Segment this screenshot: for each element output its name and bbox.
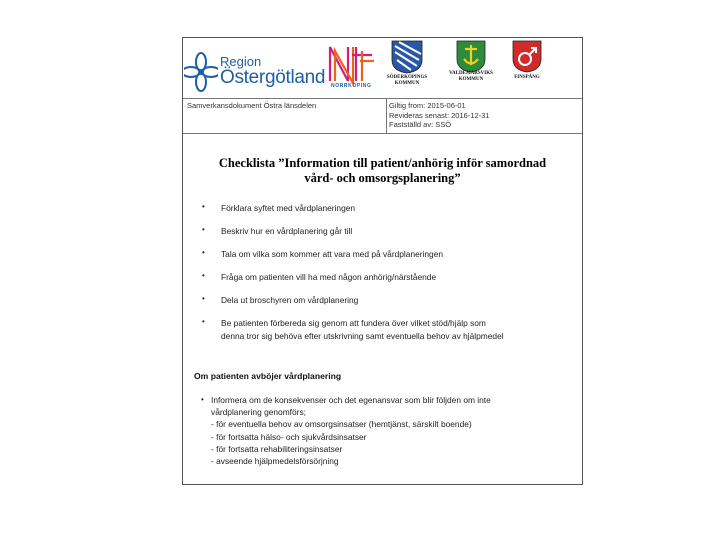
approved-by: Fastställd av: SSÖ xyxy=(389,120,452,129)
finspang-label: FINSPÅNG xyxy=(514,75,540,80)
region-logo-line1: Region xyxy=(220,54,262,69)
bullet-icon: • xyxy=(202,202,205,211)
document-page: Region Östergötland NORRKÖPING SÖDERKÖPINGS KOMMUN VALDEMARSVIKS KOMMUN FINSPÅNG Samverkansdokument Östra länsdelen Giltig from: 2015-06-01 Revideras senast: 2016-12-31 Fastställd av: SSÖ Checklista ”Information till patient/anhörig inför samordnad vård- och omsorgsplanering” • Förklara syftet med vårdplaneringen • Beskriv hur en vårdplanering går till • Tala om vilka som kommer att vara med på vårdplaneringen • Fråga om patienten vill ha med någon anhörig/närstående • Dela ut broschyren om vårdplanering • Be patienten förbereda sig genom att fundera över vilket stöd/hjälp som denna tror sig behöva efter utskrivning samt eventuella behov av hjälpmedel Om patienten avböjer vårdplanering • Informera om de konsekvenser och det egenansvar som blir följden om inte vårdplanering genomförs; - för eventuella behov av omsorgsinsatser (hemtjänst, särskilt boende) - för fortsatta hälso- och sjukvårdsinsatser - för fortsatta rehabiliteringsinsatser - avseende hjälpmedelsförsörjning xyxy=(182,37,583,485)
logo-header xyxy=(183,38,582,98)
soderkoping-label: SÖDERKÖPINGS KOMMUN xyxy=(386,75,428,86)
norrkoping-label: NORRKÖPING xyxy=(331,83,372,89)
region-ostergotland-logo xyxy=(184,50,324,94)
checklist-title: Checklista ”Information till patient/anhörig inför samordnad vård- och omsorgsplanering” xyxy=(218,156,547,185)
declines-list: • Informera om de konsekvenser och det egenansvar som blir följden om inte vårdplanering genomförs; - för eventuella behov av omsorgsinsatser (hemtjänst, särskilt boende) - för fortsatta hälso- och sjukvårdsinsatser - för fortsatta rehabiliteringsinsatser - avseende hjälpmedelsförsörjning xyxy=(201,395,491,467)
declines-heading: Om patienten avböjer vårdplanering xyxy=(194,371,342,381)
soderkoping-crest-icon xyxy=(391,40,423,74)
finspang-crest-icon xyxy=(512,40,542,73)
valdemarsvik-label: VALDEMARSVIKS KOMMUN xyxy=(449,71,493,82)
region-logo-line2: Östergötland xyxy=(220,67,326,88)
valdemarsvik-crest-icon xyxy=(456,40,486,73)
bullet-icon: • xyxy=(202,225,205,234)
revised-date: Revideras senast: 2016-12-31 xyxy=(389,110,490,120)
bullet-icon: • xyxy=(202,248,205,257)
document-dates xyxy=(389,101,489,130)
info-divider xyxy=(386,99,387,133)
bullet-icon: • xyxy=(202,294,205,303)
bullet-icon: • xyxy=(202,271,205,280)
region-flower-icon xyxy=(184,52,218,92)
valid-from: Giltig from: 2015-06-01 xyxy=(389,101,466,110)
document-type: Samverkansdokument Östra länsdelen xyxy=(187,101,317,110)
bullet-icon: • xyxy=(201,395,204,404)
bullet-icon: • xyxy=(202,317,205,326)
document-info-table xyxy=(183,98,582,134)
